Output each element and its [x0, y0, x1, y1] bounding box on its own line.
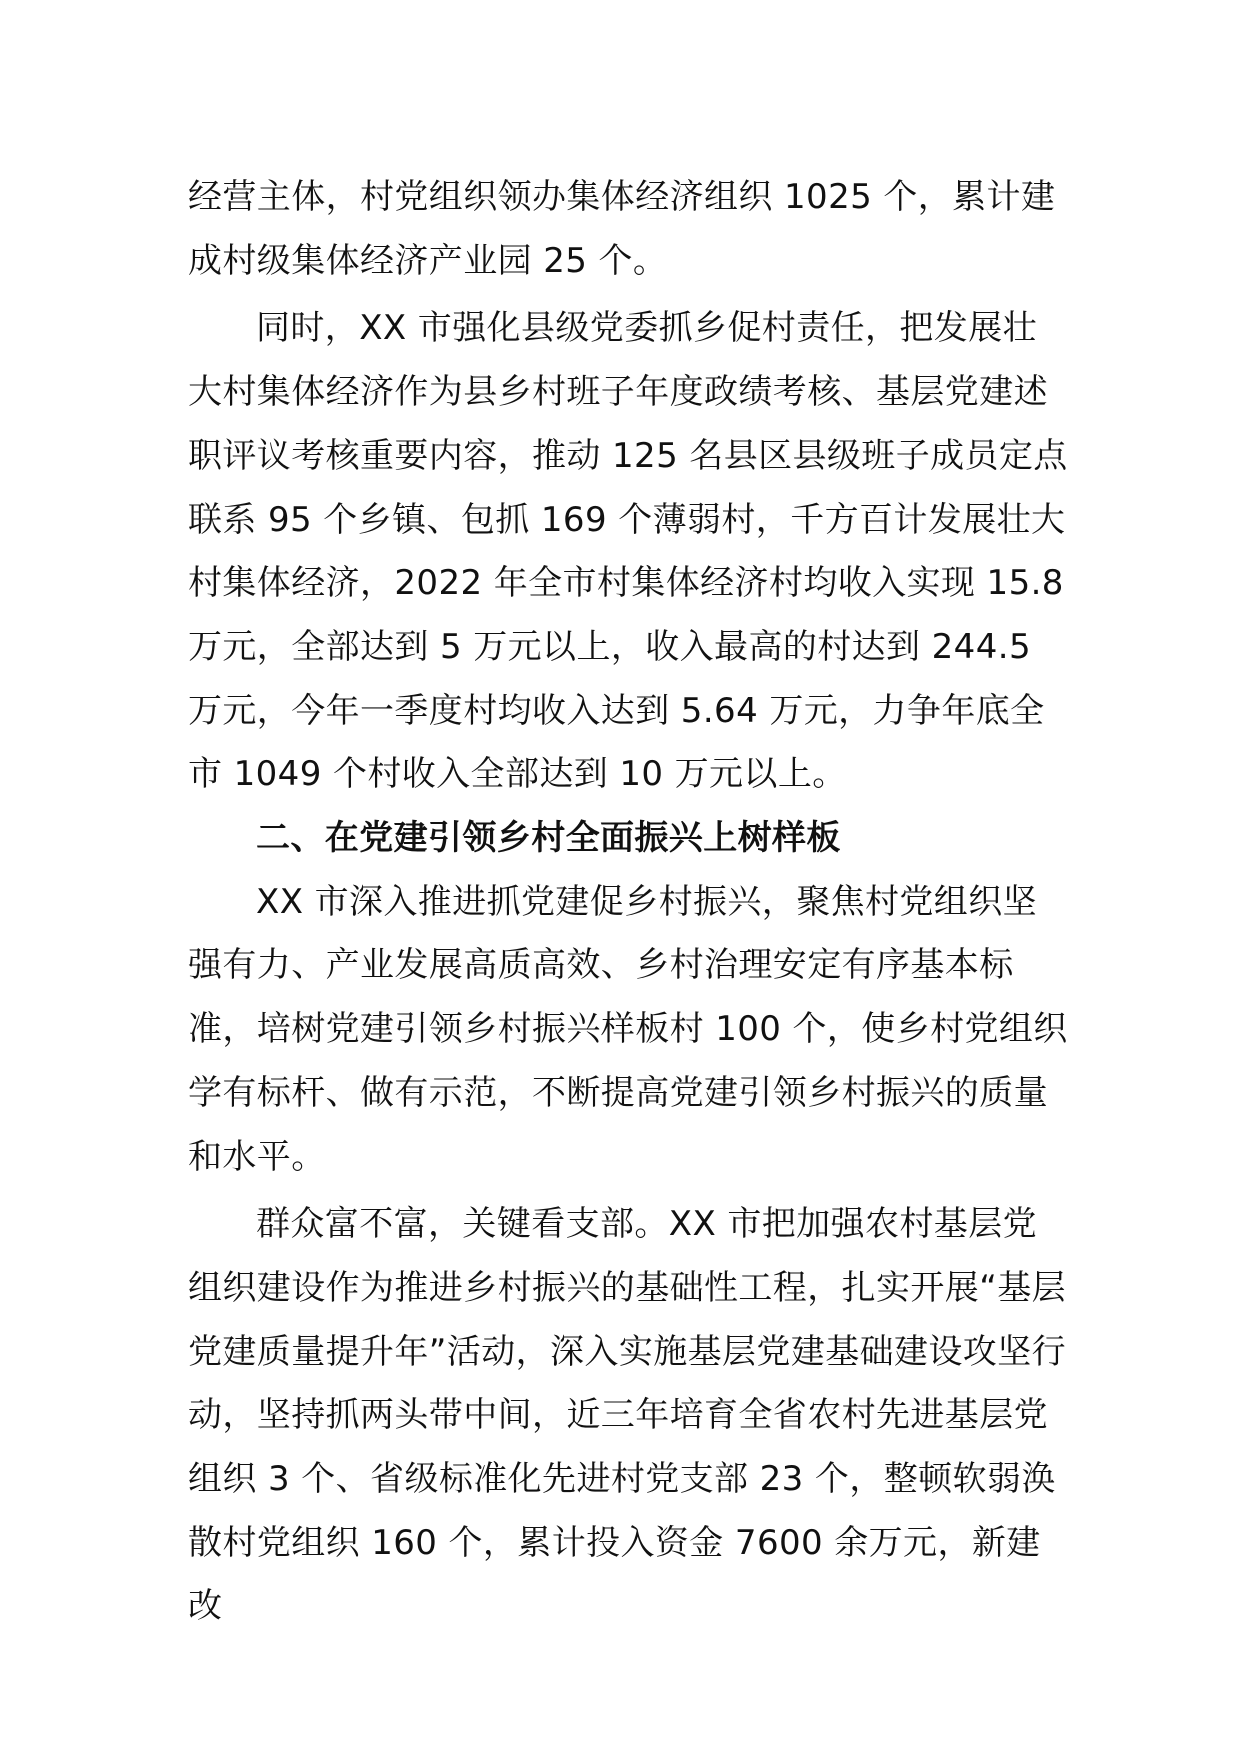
paragraph-branch-building: 群众富不富，关键看支部。XX 市把加强农村基层党组织建设作为推进乡村振兴的基础性工程，扎实开展“基层党建质量提升年”活动，深入实施基层党建基础建设攻坚行动，坚持抓两头带中间，近三年培育全省农村先进基层党组织 3 个、省级标准化先进村党支部 23 个，整顿软弱涣散村党组织 160 个，累计投入资金 7600 余万元，新建改: [188, 1204, 1067, 1627]
paragraph-continuation: 经营主体，村党组织领办集体经济组织 1025 个，累计建成村级集体经济产业园 25 个。: [188, 177, 1056, 281]
section-heading: 二、在党建引领乡村全面振兴上树样板: [256, 818, 841, 859]
paragraph-model-villages: XX 市深入推进抓党建促乡村振兴，聚焦村党组织坚强有力、产业发展高质高效、乡村治理安定有序基本标准，培树党建引领乡村振兴样板村 100 个，使乡村党组织学有标杆、做有示范，不断提高党建引领乡村振兴的质量和水平。: [188, 881, 1068, 1177]
paragraph-county-responsibility: 同时，XX 市强化县级党委抓乡促村责任，把发展壮大村集体经济作为县乡村班子年度政绩考核、基层党建述职评议考核重要内容，推动 125 名县区县级班子成员定点联系 95 个乡镇、包抓 169 个薄弱村，千方百计发展壮大村集体经济，2022 年全市村集体经济村均收入实现 15.8 万元，全部达到 5 万元以上，收入最高的村达到 244.5 万元，今年一季度村均收入达到 5.64 万元，力争年底全市 1049 个村收入全部达到 10 万元以上。: [188, 308, 1068, 795]
document-body: [188, 166, 1068, 1639]
